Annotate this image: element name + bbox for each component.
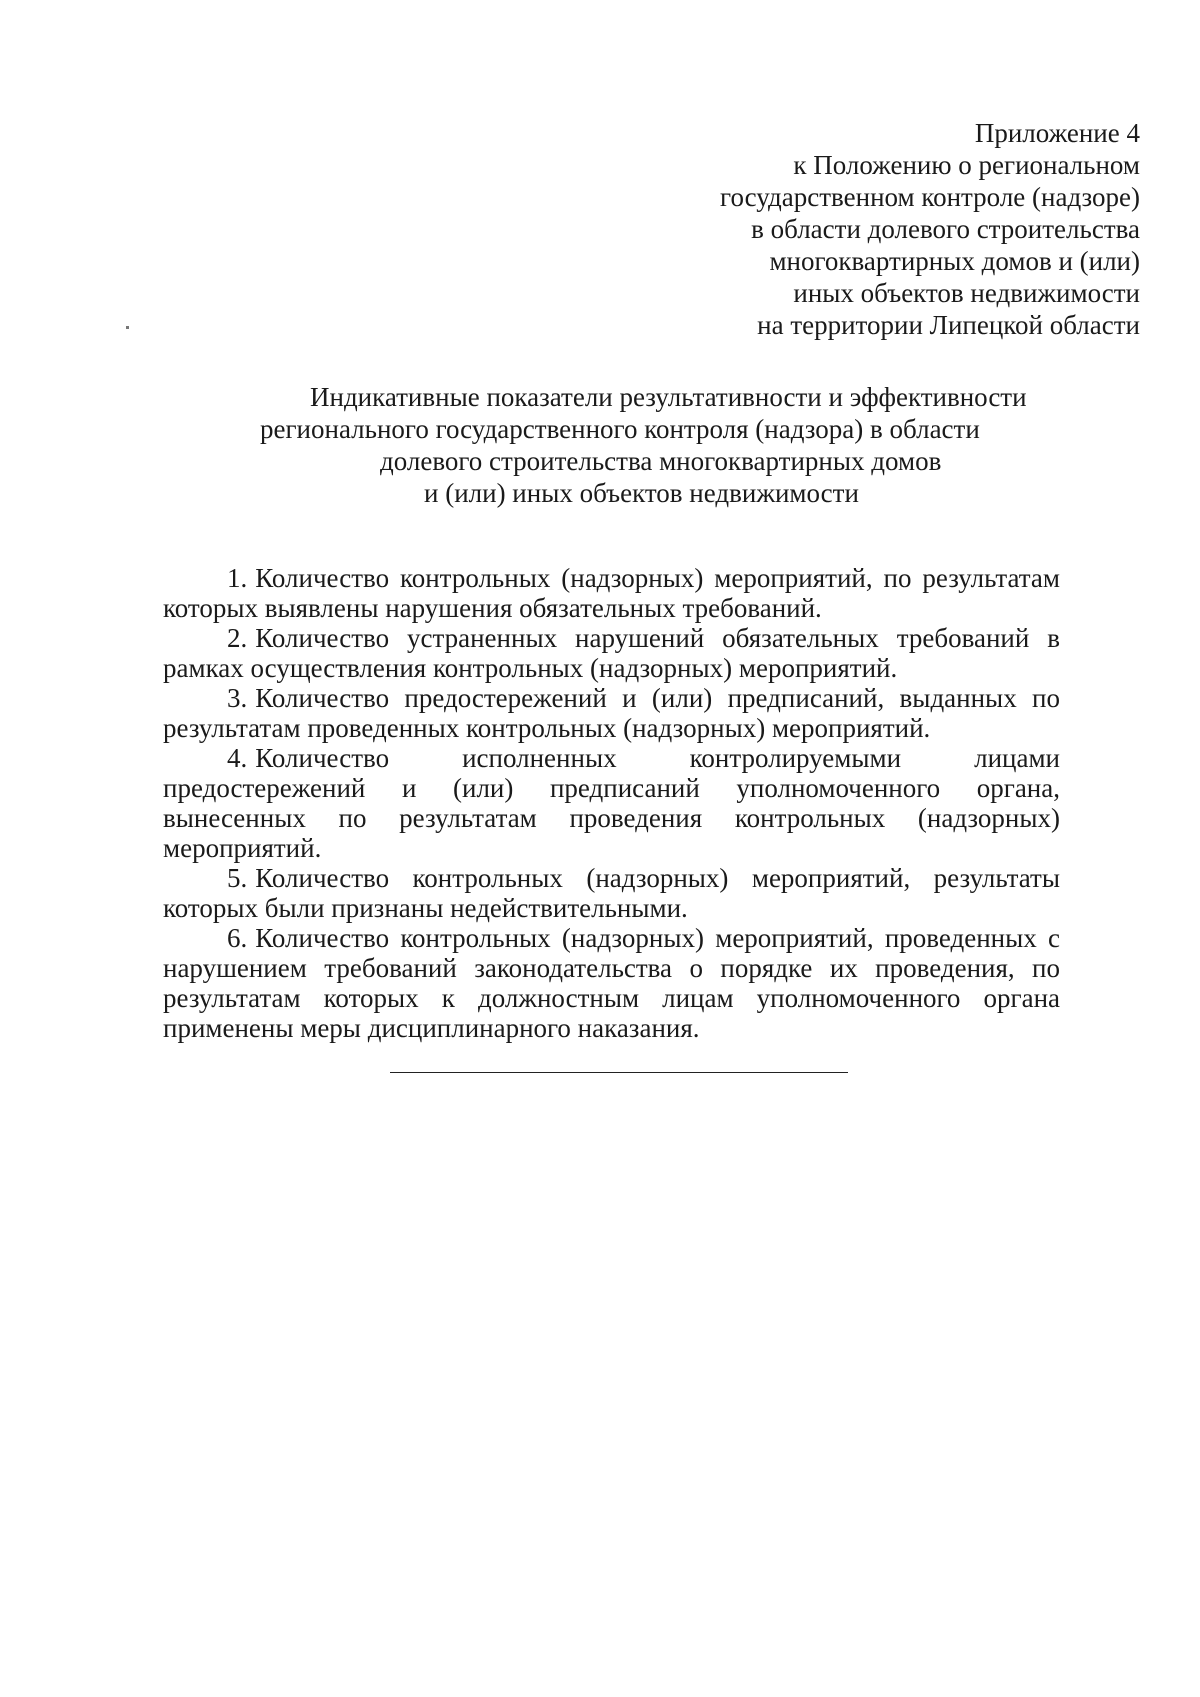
item-number: 4. (227, 743, 248, 773)
appendix-line: Приложение 4 (974, 118, 1140, 148)
indicator-list (163, 563, 1060, 1043)
document-title (260, 381, 1027, 509)
item-text: Количество контрольных (надзорных) мероприятий, результаты которых были признаны недействительными. (163, 863, 1060, 923)
item-number: 3. (227, 683, 248, 713)
title-line: регионального государственного контроля (надзора) в области (260, 414, 980, 444)
list-item (163, 683, 1060, 743)
appendix-line: в области долевого строительства (751, 214, 1140, 244)
list-item (163, 743, 1060, 863)
appendix-line: иных объектов недвижимости (793, 278, 1140, 308)
appendix-line: государственном контроле (надзоре) (720, 182, 1140, 212)
list-item (163, 863, 1060, 923)
list-item (163, 923, 1060, 1043)
title-line: Индикативные показатели результативности и эффективности (310, 382, 1027, 412)
item-number: 2. (227, 623, 248, 653)
title-line: и (или) иных объектов недвижимости (424, 478, 859, 508)
list-item (163, 563, 1060, 623)
item-text: Количество контрольных (надзорных) мероприятий, проведенных с нарушением требований законодательства о порядке их проведения, по результатам которых к должностным лицам уполномоченного органа применены меры дисциплинарного наказания. (163, 923, 1060, 1043)
appendix-line: на территории Липецкой области (757, 310, 1140, 340)
item-text: Количество исполненных контролируемыми лицами предостережений и (или) предписаний уполномоченного органа, вынесенных по результатам проведения контрольных (надзорных) мероприятий. (163, 743, 1060, 863)
list-item (163, 623, 1060, 683)
item-number: 6. (227, 923, 248, 953)
appendix-header (440, 117, 1140, 341)
appendix-line: к Положению о региональном (793, 150, 1140, 180)
closing-rule (390, 1072, 848, 1073)
item-text: Количество контрольных (надзорных) мероприятий, по результатам которых выявлены нарушения обязательных требований. (163, 563, 1060, 623)
scan-dot (126, 326, 129, 329)
item-text: Количество предостережений и (или) предписаний, выданных по результатам проведенных контрольных (надзорных) мероприятий. (163, 683, 1060, 743)
item-number: 1. (227, 563, 248, 593)
title-line: долевого строительства многоквартирных домов (380, 446, 942, 476)
item-text: Количество устраненных нарушений обязательных требований в рамках осуществления контрольных (надзорных) мероприятий. (163, 623, 1060, 683)
appendix-line: многоквартирных домов и (или) (769, 246, 1140, 276)
item-number: 5. (227, 863, 248, 893)
